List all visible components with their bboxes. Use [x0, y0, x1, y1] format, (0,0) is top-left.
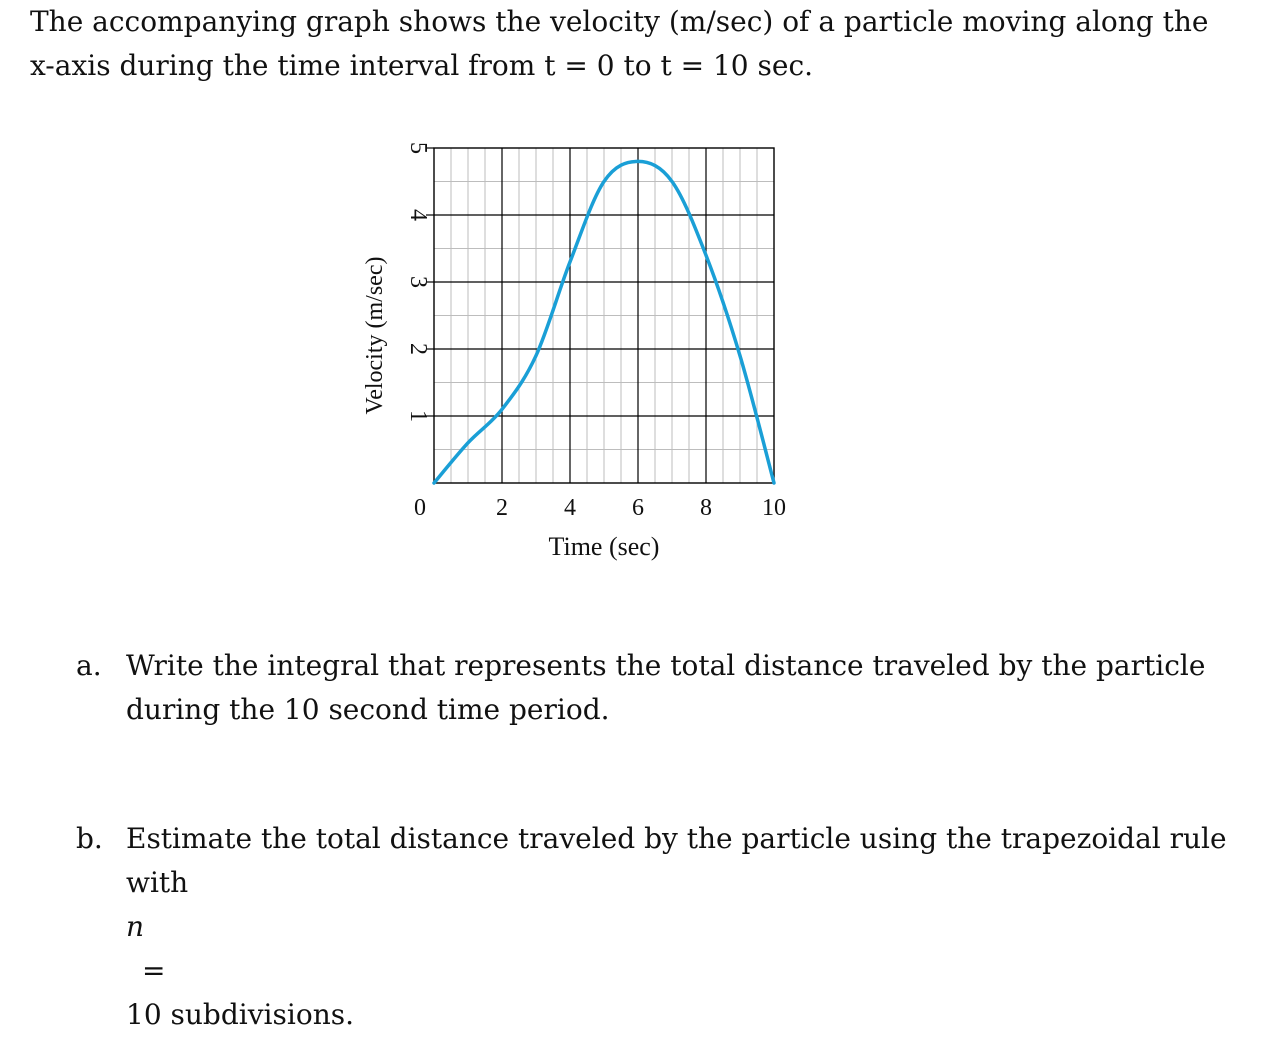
x-axis-label: Time (sec)	[548, 532, 660, 561]
question-a	[76, 644, 1246, 732]
y-tick-label: 2	[405, 343, 431, 355]
x-tick-label: 8	[700, 495, 712, 521]
velocity-chart	[340, 120, 810, 570]
question-b-letter: b.	[76, 822, 103, 855]
question-b-text	[126, 817, 1246, 1037]
question-b-subdivisions: 10 subdivisions.	[126, 998, 354, 1031]
question-a-line-1: Write the integral that represents the total distance traveled by the particle	[126, 649, 1206, 682]
question-a-text	[126, 644, 1246, 732]
question-b-line-2	[126, 861, 1246, 1037]
problem-intro	[30, 0, 1250, 88]
x-tick-label: 2	[496, 495, 508, 521]
question-a-letter: a.	[76, 649, 102, 682]
y-tick-label: 1	[405, 410, 431, 422]
question-b-line-1: Estimate the total distance traveled by the particle using the trapezoidal rule	[126, 822, 1227, 855]
intro-line-1: The accompanying graph shows the velocity (m/sec) of a particle moving along the	[30, 5, 1209, 38]
x-tick-label: 4	[564, 495, 576, 521]
question-b-equals: =	[142, 954, 166, 987]
question-b-with: with	[126, 866, 189, 899]
y-axis-label: Velocity (m/sec)	[362, 256, 388, 415]
x-tick-label: 10	[762, 495, 786, 521]
y-tick-label: 4	[405, 209, 431, 221]
minor-grid	[434, 148, 774, 483]
y-tick-labels	[405, 142, 431, 422]
intro-line-2: x-axis during the time interval from t = 0 to t = 10 sec.	[30, 49, 814, 82]
question-b	[76, 817, 1246, 1037]
question-b-variable-n: n	[126, 910, 145, 943]
x-tick-label: 0	[414, 495, 426, 521]
question-a-line-2: during the 10 second time period.	[126, 693, 610, 726]
y-tick-label: 5	[405, 142, 431, 154]
y-tick-label: 3	[405, 276, 431, 288]
x-tick-labels	[414, 495, 786, 521]
x-tick-label: 6	[632, 495, 644, 521]
